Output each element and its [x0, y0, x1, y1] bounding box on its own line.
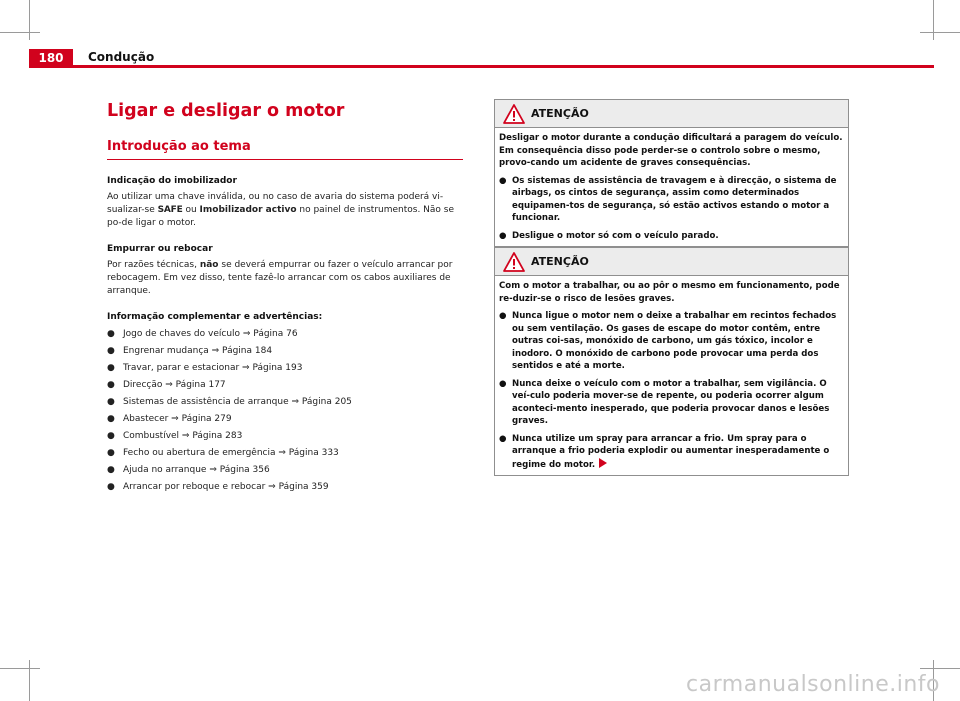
reference-item[interactable] [107, 345, 463, 358]
warning-item [499, 175, 844, 225]
warning-triangle-icon [503, 104, 525, 124]
watermark: carmanualsonline.info [686, 672, 940, 697]
imobilizador-text-2: ou [185, 205, 197, 215]
bullet: ● [107, 414, 115, 424]
bullet: ● [107, 363, 115, 373]
reference-item-text[interactable]: Travar, parar e estacionar ⇒ Página 193 [123, 363, 303, 373]
warning-intro: Com o motor a trabalhar, ou ao pôr o mesmo em funcionamento, pode re-duzir-se o risco de lesões graves. [499, 281, 840, 304]
reference-item-text[interactable]: Ajuda no arranque ⇒ Página 356 [123, 465, 270, 475]
reference-item-text[interactable]: Direcção ⇒ Página 177 [123, 380, 226, 390]
warning-box-1 [494, 99, 849, 247]
bullet: ● [107, 482, 115, 492]
header-rule [29, 65, 934, 68]
bullet: ● [107, 346, 115, 356]
warning-body [495, 276, 848, 475]
imobilizador-term: Imobilizador activo [199, 205, 297, 215]
reference-item[interactable] [107, 413, 463, 426]
reference-item-text[interactable]: Arrancar por reboque e rebocar ⇒ Página 359 [123, 482, 329, 492]
warning-item-text: Nunca utilize um spray para arrancar a frio. Um spray para o arranque a frio poderia explodir ou aumentar inesperadamente o regime do motor. [512, 433, 830, 470]
empurrar-text-2: se deverá empurrar ou fazer o veículo arrancar por rebocagem. Em vez disso, tente fazê-lo arrancar com os cabos auxiliares de arranque. [107, 260, 453, 296]
empurrar-term: não [199, 260, 219, 270]
bullet: ● [499, 378, 507, 389]
reference-item[interactable] [107, 447, 463, 460]
safe-icon: SAFE [157, 205, 183, 215]
bullet: ● [499, 311, 507, 321]
imobilizador-text-1: Ao utilizar uma chave inválida, ou no caso de avaria do sistema poderá vi-sualizar-se [107, 192, 444, 215]
reference-item[interactable] [107, 396, 463, 409]
reference-item-text[interactable]: Abastecer ⇒ Página 279 [123, 414, 232, 424]
reference-item-text[interactable]: Sistemas de assistência de arranque ⇒ Página 205 [123, 397, 352, 407]
bullet: ● [107, 465, 115, 475]
bullet: ● [107, 431, 115, 441]
warning-item [499, 310, 844, 373]
warning-item-text: Nunca ligue o motor nem o deixe a trabalhar em recintos fechados ou sem ventilação. Os gases de escape do motor contêm, entre outras coi-sas, monóxido de carbono, um gás tóxico, incolor e inodoro. O monóxido de carbono pode provocar uma perda dos sentidos e até a morte. [512, 311, 837, 371]
crop-mark [0, 32, 40, 33]
imobilizador-text [107, 191, 463, 230]
warning-title: ATENÇÃO [531, 255, 589, 268]
left-column [107, 98, 463, 498]
reference-item[interactable] [107, 430, 463, 443]
crop-mark [920, 32, 960, 33]
warning-header [495, 248, 848, 276]
bullet: ● [107, 380, 115, 390]
warning-box-2 [494, 247, 849, 476]
warning-intro: Desligar o motor durante a condução dificultará a paragem do veículo. Em consequência disso pode perder-se o controlo sobre o mesmo, provo-cando um acidente de graves consequências. [499, 133, 843, 168]
warning-item-text: Nunca deixe o veículo com o motor a trabalhar, sem vigilância. O veí-culo poderia mover-se de repente, ou poderia ocorrer algum aconteci-mento inesperado, que poderia provocar danos e lesões graves. [512, 378, 830, 426]
empurrar-text [107, 259, 463, 298]
warning-title: ATENÇÃO [531, 107, 589, 120]
warning-header [495, 100, 848, 128]
warning-body [495, 128, 848, 246]
section-title: Introdução ao tema [107, 138, 463, 160]
crop-mark [920, 668, 960, 669]
warning-item [499, 378, 844, 428]
warning-item [499, 230, 844, 243]
bullet: ● [499, 433, 507, 444]
reference-item-text[interactable]: Fecho ou abertura de emergência ⇒ Página 333 [123, 448, 339, 458]
empurrar-text-1: Por razões técnicas, [107, 260, 197, 270]
main-title: Ligar e desligar o motor [107, 101, 345, 121]
empurrar-title: Empurrar ou rebocar [107, 244, 213, 254]
crop-mark [29, 0, 30, 40]
reference-item[interactable] [107, 481, 463, 494]
warning-item [499, 433, 844, 472]
bullet: ● [107, 448, 115, 458]
reference-item[interactable] [107, 362, 463, 375]
bullet: ● [499, 230, 507, 241]
continue-arrow-icon[interactable] [599, 458, 607, 468]
reference-list [107, 328, 463, 494]
page-number: 180 [29, 49, 73, 68]
reference-item[interactable] [107, 379, 463, 392]
bullet: ● [107, 329, 115, 339]
imobilizador-text-3: no painel de instrumentos. Não se po-de ligar o motor. [107, 205, 455, 228]
reference-item-text[interactable]: Combustível ⇒ Página 283 [123, 431, 243, 441]
info-title: Informação complementar e advertências: [107, 312, 323, 322]
crop-mark [933, 0, 934, 40]
bullet: ● [499, 175, 507, 186]
imobilizador-title: Indicação do imobilizador [107, 176, 237, 186]
reference-item-text[interactable]: Engrenar mudança ⇒ Página 184 [123, 346, 273, 356]
bullet: ● [107, 397, 115, 407]
warning-triangle-icon [503, 252, 525, 272]
warning-item-text: Desligue o motor só com o veículo parado. [512, 230, 719, 241]
reference-item[interactable] [107, 464, 463, 477]
crop-mark [0, 668, 40, 669]
reference-item-text[interactable]: Jogo de chaves do veículo ⇒ Página 76 [123, 329, 298, 339]
warning-item-text: Os sistemas de assistência de travagem e à direcção, o sistema de airbags, os cintos de segurança, assim como determinados equipamen-tos de segurança, só estão activos estando o motor a funcionar. [512, 175, 837, 223]
crop-mark [29, 660, 30, 701]
chapter-title: Condução [88, 50, 155, 64]
reference-item[interactable] [107, 328, 463, 341]
